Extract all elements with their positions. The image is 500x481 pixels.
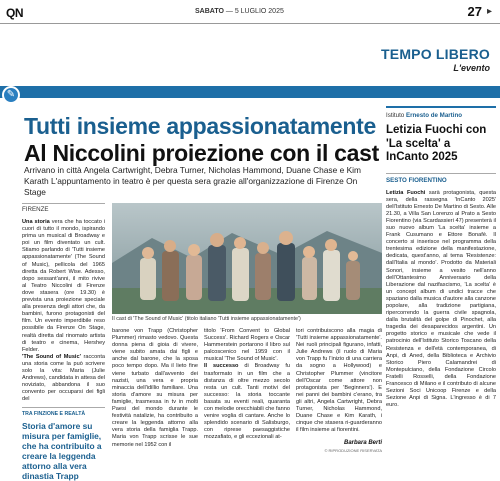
article-column-1 (22, 203, 105, 481)
pencil-icon[interactable]: ✎ (2, 86, 20, 104)
sidebar-text: sarà protagonista, questa sera, della rassegna 'InCanto 2025' dell'Istituto Ernesto De Martino di Sesto. Alle 21.30, a Villa San Lorenzo al Prato a Sesto Fiorentino (via Scardassieri 47) presenterà il suo nuovo album 'La scelta' insieme a Frank Cusumano e Ettore Bonafè. Il concerto si inserisce nel programma della trentesima edizione della manifestazione, dedicata, quest'anno, al tema 'Resistenze: dall'Italia al mondo'. Prodotto da Materiali Sonori, insieme a vesito nell'anno dell'Ottantesimo Anniversario della Liberazione dal nazifascismo, 'La scelta' è un concept album di undici tracce che spaziano dalla musica d'autore alla canzone popolare, alla tradizione partigiana, ripercorrendo la guerra civile spagnola, dalla brutalità del golpe di Pinochet, alla tragedia dei desaparecidos argentini. Un progetto storico e musicale che vede il patrocinio dell'Istituto Storico Toscano della Resistenza e dell'età contemporanea, di Anpi, di Aned, della Biblioteca e Archivio Storico Piero Calamandrei di Montepulciano, della Fondazione Circolo Fratelli Rosselli, della Fondazione Francesco di Milano e il contributo di alcune Sezioni Soci Unicoop Firenze e della Sezione Anpi di Signa. L'ingresso è di 7 euro. (386, 189, 497, 409)
masthead-logo: QN (6, 6, 23, 20)
col1-lead-2: 'The Sound of Music' (22, 353, 81, 360)
issue-date (195, 8, 284, 15)
article-column-2: barone von Trapp (Christopher Plummer) rimasto vedovo. Questa donna piena di gioia di vivere, viene subito amata dai figli e anche dal barone, che la sposa poco tempo dopo. Ma il lieto fine viene turbato dall'avvento dei nazisti, una vera e propria minaccia dell'idillio familiare. Una storia d'amore su misura per famiglie, trasmessa in tv in molti Paesi del mondo durante le festività natalizie, ha contribuito a creare la leggenda attorno alla vera storia della famiglia Trapp. Maria von Trapp scrisse le sue memorie nel 1952 con il (112, 328, 198, 448)
section-label (381, 46, 490, 73)
related-title: Storia d'amore su misura per famiglie, che ha contribuito a creare la leggenda attorno alla vera dinastia Trapp (22, 421, 102, 481)
sidebar-rule (386, 106, 496, 108)
section-sub: L'evento (453, 63, 490, 73)
article-column-4: tori contribuiscono alla magia di 'Tutti insieme appassionatamente'. Nei ruoli principali figurano, infatti, Julie Andrews (il ruolo di Maria von Trapp fu l'inizio di una carriera da sogno a Hollywood) e Christopher Plummer (vincitore dell'Oscar come attore non protagonista per 'Beginners'). E nei panni dei bambini c'erano, tra gli altri, Angela Cartwright, Debra Turner, Nicholas Hammond, Duane Chase e Kim Karath, i cinque che stasera ri-guarderanno il film insieme ai fiorentini. (296, 328, 382, 434)
article-column-3 (204, 328, 290, 442)
kicker-name: Ernesto de Martino (405, 112, 463, 119)
sidebar-lead: Letizia Fuochi (386, 189, 426, 196)
sidebar-article (386, 106, 496, 409)
sidebar-place: SESTO FIORENTINO (386, 173, 496, 184)
dateline: FIRENZE (22, 203, 105, 213)
column-1-text (22, 219, 105, 403)
sidebar-title: Letizia Fuochi con 'La scelta' a InCanto 2025 (386, 124, 487, 163)
related-label: TRA FINZIONE E REALTÀ (22, 407, 105, 417)
sidebar-body (386, 190, 496, 410)
headline-line-2: Al Niccolini proiezione con il cast (24, 140, 380, 166)
cast-photo-illustration (112, 203, 382, 314)
photo-caption: Il cast di 'The Sound of Music' (titolo italiano 'Tutti insieme appassionatamente') (112, 316, 301, 322)
issue-day: SABATO (195, 8, 224, 15)
col1-text: vera che ha toccato i cuori di tutto il mondo, ispirando prima un musical di Broadway e poi un film diventato un cult. Stiamo parlando di 'Tutti insieme appassionatamente' (The Sound of Music), pellicola del 1965 diretta da Robert Wise. Adesso, dopo sessant'anni, il mito rivive al Teatro Niccolini di Firenze dove stasera (ore 19.30) è prevista una proiezione speciale alla presenza degli attori che, da bambini, furono protagonisti del film. Un evento imperdibile reso possibile da Firenze On Stage, realtà diretta dal rinomato artista di teatro e cinema, Hershey Felder. (22, 219, 106, 353)
col3-lead: Il successo (204, 363, 239, 370)
page-number: 27 (467, 4, 482, 19)
header-divider (0, 23, 500, 24)
chevron-right-icon[interactable]: ▸ (486, 6, 492, 17)
newspaper-header (0, 0, 500, 24)
copyright-note: © RIPRODUZIONE RISERVATA (324, 448, 382, 453)
col3-text-b: di Broadway fu trasformato in un film che a distanza di oltre mezzo secolo resta un cult. Tanti motivi del successo: la storia toccante basata su eventi reali, quaranta con melodie orecchiabili che fanno venire voglia di cantare. Anche lo splendido scenario di Salisburgo, con riprese paesaggistiche mozzafiato, e gli eccezionali at- (204, 363, 290, 441)
col1-text-2: racconta una storia come la può scrivere solo la vita: Maria (Julie Andrews), candidata in attesa del noviziato, abbandona il suo convento per occuparsi dei figli del (22, 353, 105, 403)
sidebar-kicker (386, 112, 496, 119)
section-name: TEMPO LIBERO (381, 46, 490, 62)
article-subhead: Arrivano in città Angela Cartwright, Debra Turner, Nicholas Hammond, Duane Chase e Kim Karath L'appuntamento in teatro è per questa sera grazie all'organizzazione di Firenze On Stage (24, 165, 362, 197)
col3-text-a: titolo 'From Convent to Global Success'. Richard Rogers e Oscar Hammerstein portarono il libro sul palcoscenico nel 1959 con il musical 'The Sound of Music'. (204, 328, 290, 363)
kicker-prefix: Istituto (386, 112, 405, 119)
cast-photo (112, 203, 382, 314)
author-signature: Barbara Berti (343, 440, 382, 446)
section-bar (0, 86, 500, 98)
headline-line-1: Tutti insieme appassionatamente (24, 113, 376, 139)
issue-date-text: — 5 LUGLIO 2025 (225, 8, 284, 15)
col1-lead: Una storia (22, 219, 50, 225)
